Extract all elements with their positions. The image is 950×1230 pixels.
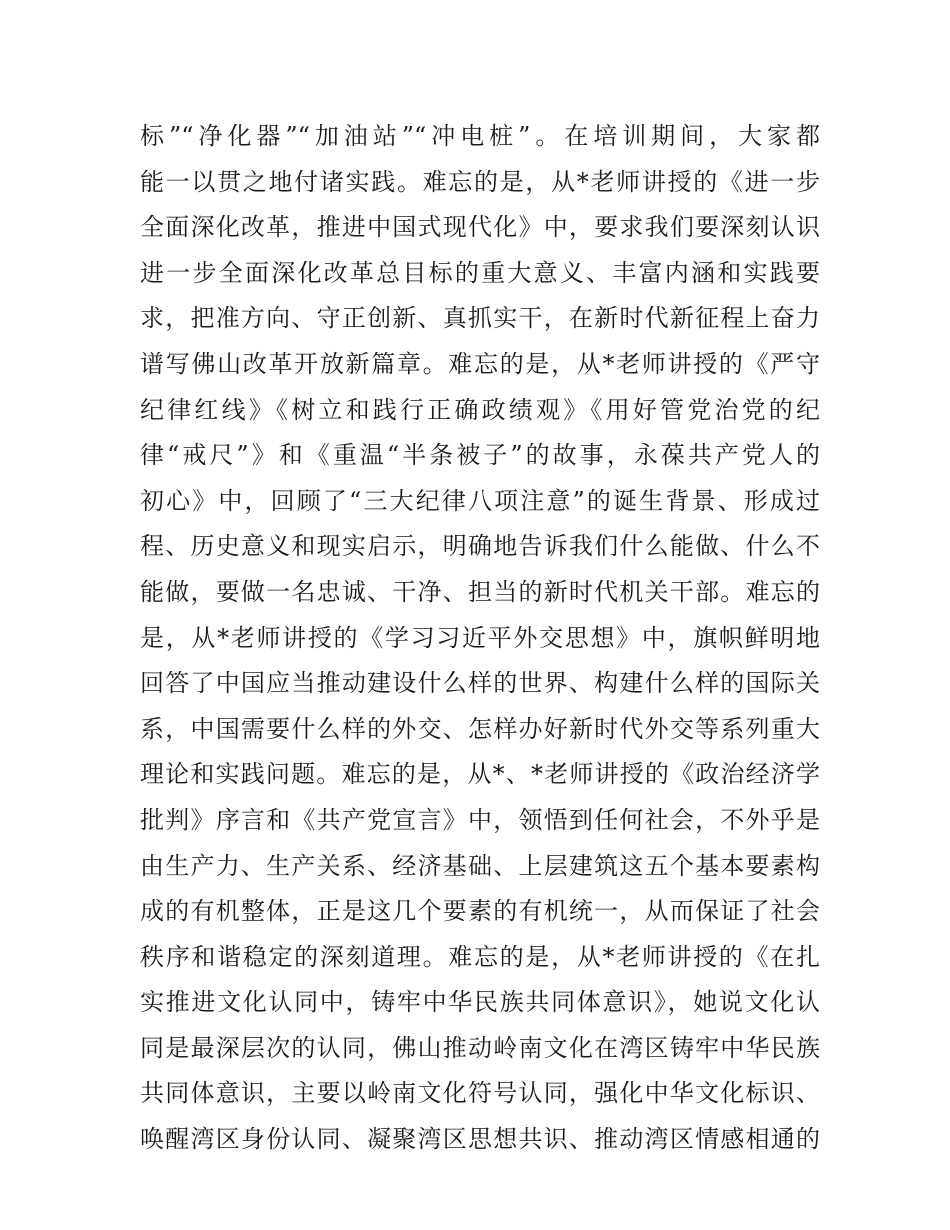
- text-line: 同是最深层次的认同，佛山推动岭南文化在湾区铸牢中华民族: [140, 1033, 820, 1062]
- text-line: 程、历史意义和现实启示，明确地告诉我们什么能做、什么不: [140, 532, 820, 561]
- text-line: 能做，要做一名忠诚、干净、担当的新时代机关干部。难忘的: [140, 577, 820, 606]
- text-line: 共同体意识，主要以岭南文化符号认同，强化中华文化标识、: [140, 1079, 820, 1108]
- text-line: 系，中国需要什么样的外交、怎样办好新时代外交等系列重大: [140, 714, 820, 743]
- text-line: 实推进文化认同中，铸牢中华民族共同体意识》，她说文化认: [140, 988, 820, 1017]
- text-line: 律“戒尺”》和《重温“半条被子”的故事，永葆共产党人的: [140, 441, 820, 470]
- text-line: 批判》序言和《共产党宣言》中，领悟到任何社会，不外乎是: [140, 805, 820, 834]
- text-line: 能一以贯之地付诸实践。难忘的是，从*老师讲授的《进一步: [140, 167, 820, 196]
- text-line: 标”“净化器”“加油站”“冲电桩”。在培训期间，大家都: [140, 122, 820, 150]
- text-line: 理论和实践问题。难忘的是，从*、*老师讲授的《政治经济学: [140, 760, 820, 789]
- text-line: 求，把准方向、守正创新、真抓实干，在新时代新征程上奋力: [140, 304, 820, 333]
- text-line: 成的有机整体，正是这几个要素的有机统一，从而保证了社会: [140, 897, 820, 926]
- text-line: 初心》中，回顾了“三大纪律八项注意”的诞生背景、形成过: [140, 486, 820, 515]
- text-line: 纪律红线》《树立和践行正确政绩观》《用好管党治党的纪: [140, 395, 820, 424]
- text-line: 是，从*老师讲授的《学习习近平外交思想》中，旗帜鲜明地: [140, 623, 820, 652]
- text-line: 回答了中国应当推动建设什么样的世界、构建什么样的国际关: [140, 669, 820, 698]
- text-line: 唤醒湾区身份认同、凝聚湾区思想共识、推动湾区情感相通的: [140, 1125, 820, 1154]
- text-line: 谱写佛山改革开放新篇章。难忘的是，从*老师讲授的《严守: [140, 349, 820, 378]
- body-text: [140, 114, 820, 1163]
- text-line: 由生产力、生产关系、经济基础、上层建筑这五个基本要素构: [140, 851, 820, 880]
- text-line: 秩序和谐稳定的深刻道理。难忘的是，从*老师讲授的《在扎: [140, 942, 820, 971]
- text-line: 全面深化改革，推进中国式现代化》中，要求我们要深刻认识: [140, 213, 820, 242]
- text-line: 进一步全面深化改革总目标的重大意义、丰富内涵和实践要: [140, 258, 820, 287]
